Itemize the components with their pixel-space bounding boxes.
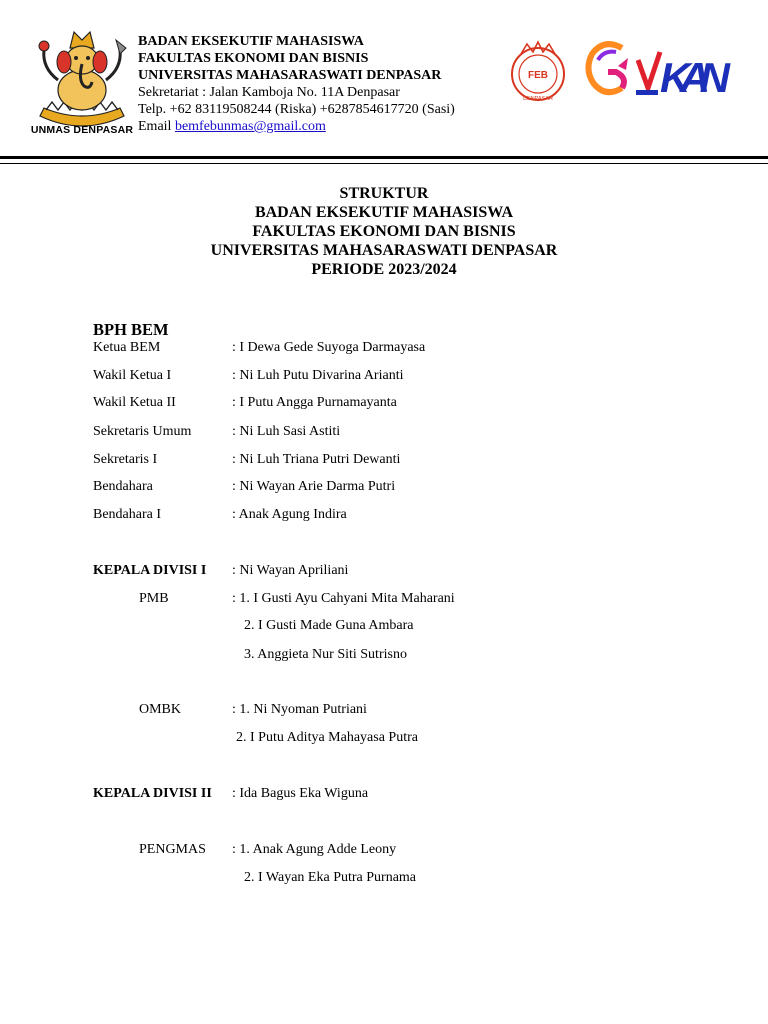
letterhead-rule-thick: [0, 156, 768, 159]
bph-name: : Ni Wayan Arie Darma Putri: [232, 479, 396, 494]
title-line-2: BADAN EKSEKUTIF MAHASISWA: [254, 204, 514, 221]
logo-caption: UNMAS DENPASAR: [30, 124, 134, 136]
title-line-4: UNIVERSITAS MAHASARASWATI DENPASAR: [210, 242, 558, 259]
bph-name: : Anak Agung Indira: [232, 507, 347, 522]
ombk-label: OMBK: [139, 702, 182, 717]
bph-heading: BPH BEM: [93, 320, 169, 339]
letterhead-university: UNIVERSITAS MAHASARASWATI DENPASAR: [138, 68, 442, 83]
divisi2-label: KEPALA DIVISI II: [93, 786, 212, 801]
pmb-label: PMB: [139, 591, 169, 606]
bph-role: Ketua BEM: [93, 340, 161, 355]
divisi2-head: : Ida Bagus Eka Wiguna: [232, 786, 369, 801]
ombk-member: : 1. Ni Nyoman Putriani: [232, 702, 367, 717]
unmas-ganesha-logo: [32, 28, 132, 138]
title-line-1: STRUKTUR: [339, 185, 429, 202]
g-swirl-logo: [582, 36, 632, 102]
letterhead-rule-thin: [0, 163, 768, 164]
email-link[interactable]: bemfebunmas@gmail.com: [174, 119, 326, 134]
bph-role: Bendahara I: [93, 507, 162, 522]
feb-logo: [507, 38, 569, 106]
feb-logo-ring-text: DENPASAR: [523, 96, 553, 102]
bph-role: Sekretaris Umum: [93, 424, 192, 439]
bph-role: Wakil Ketua I: [93, 368, 172, 383]
pmb-member: : 1. I Gusti Ayu Cahyani Mita Maharani: [232, 591, 455, 606]
letterhead-org: BADAN EKSEKUTIF MAHASISWA: [138, 34, 364, 49]
ombk-member: 2. I Putu Aditya Mahayasa Putra: [236, 730, 418, 745]
bph-name: : Ni Luh Sasi Astiti: [232, 424, 341, 439]
bph-name: : Ni Luh Putu Divarina Arianti: [232, 368, 404, 383]
vkan-logo: [636, 46, 732, 100]
divisi1-head: : Ni Wayan Apriliani: [232, 563, 349, 578]
title-line-5: PERIODE 2023/2024: [311, 261, 457, 278]
pengmas-member: : 1. Anak Agung Adde Leony: [232, 842, 397, 857]
bph-name: : I Putu Angga Purnamayanta: [232, 395, 397, 410]
bph-role: Bendahara: [93, 479, 153, 494]
bph-name: : I Dewa Gede Suyoga Darmayasa: [232, 340, 426, 355]
pmb-member: 3. Anggieta Nur Siti Sutrisno: [244, 647, 407, 662]
letterhead-email-line: [138, 118, 326, 135]
feb-logo-text: FEB: [528, 70, 548, 81]
letterhead-phone: Telp. +62 83119508244 (Riska) +6287854617720 (Sasi): [138, 102, 455, 117]
pengmas-member: 2. I Wayan Eka Putra Purnama: [244, 870, 417, 885]
letterhead-faculty: FAKULTAS EKONOMI DAN BISNIS: [138, 51, 369, 66]
divisi1-label: KEPALA DIVISI I: [93, 563, 207, 578]
bph-role: Wakil Ketua II: [93, 395, 176, 410]
pmb-member: 2. I Gusti Made Guna Ambara: [244, 618, 414, 633]
vkan-logo-text: KAN: [660, 54, 730, 100]
email-label: Email: [138, 119, 175, 134]
title-line-3: FAKULTAS EKONOMI DAN BISNIS: [252, 223, 516, 240]
pengmas-label: PENGMAS: [139, 842, 206, 857]
letterhead-address: Sekretariat : Jalan Kamboja No. 11A Denpasar: [138, 85, 400, 100]
bph-name: : Ni Luh Triana Putri Dewanti: [232, 452, 401, 467]
bph-role: Sekretaris I: [93, 452, 158, 467]
